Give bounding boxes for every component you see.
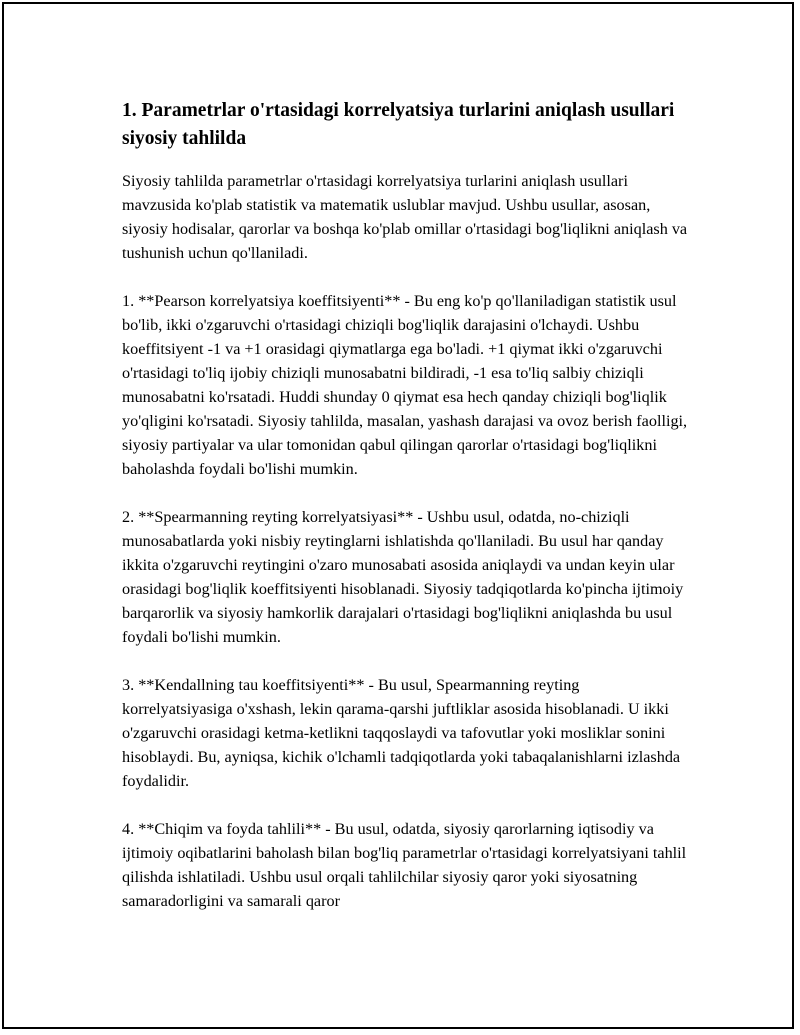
intro-paragraph: Siyosiy tahlilda parametrlar o'rtasidagi korrelyatsiya turlarini aniqlash usullari mavzusida ko'plab statistik va matematik uslublar mavjud. Ushbu usullar, asosan, siyosiy hodisalar, qarorlar va boshqa ko'plab omillar o'rtasidagi bog'liqlikni aniqlash va tushunish uchun qo'llaniladi.	[122, 172, 688, 262]
pearson-paragraph: 1. **Pearson korrelyatsiya koeffitsiyenti** - Bu eng ko'p qo'llaniladigan statistik usul bo'lib, ikki o'zgaruvchi o'rtasidagi chiziqli bog'liqlik darajasini o'lchaydi. Ushbu koeffitsiyent -1 va +1 orasidagi qiymatlarga ega bo'ladi. +1 qiymat ikki o'zgaruvchi o'rtasidagi to'liq ijobiy chiziqli munosabatni bildiradi, -1 esa to'liq salbiy chiziqli munosabatni ko'rsatadi. Huddi shunday 0 qiymat esa hech qanday chiziqli bog'liqlik yo'qligini ko'rsatadi. Siyosiy tahlilda, masalan, yashash darajasi va ovoz berish faolligi, siyosiy partiyalar va ular tomonidan qabul qilingan qarorlar o'rtasidagi bog'liqlikni baholashda foydali bo'lishi mumkin.	[122, 292, 688, 478]
document-content	[122, 97, 690, 937]
kendall-paragraph: 3. **Kendallning tau koeffitsiyenti** - Bu usul, Spearmanning reyting korrelyatsiyasiga o'xshash, lekin qarama-qarshi juftliklar asosida hisoblanadi. U ikki o'zgaruvchi orasidagi ketma-ketlikni taqqoslaydi va tafovutlar yoki mosliklar sonini hisoblaydi. Bu, ayniqsa, kichik o'lchamli tadqiqotlarda yoki tabaqalanishlarni izlashda foydalidir.	[122, 676, 681, 790]
cost-benefit-paragraph: 4. **Chiqim va foyda tahlili** - Bu usul, odatda, siyosiy qarorlarning iqtisodiy va ijtimoiy oqibatlarini baholash bilan bog'liq parametrlar o'rtasidagi korrelyatsiyani tahlil qilishda ishlatiladi. Ushbu usul orqali tahlilchilar siyosiy qaror yoki siyosatning samaradorligini va samarali qaror	[122, 820, 687, 910]
spearman-paragraph: 2. **Spearmanning reyting korrelyatsiyasi** - Ushbu usul, odatda, no-chiziqli munosabatlarda yoki nisbiy reytinglarni ishlatishda qo'llaniladi. Bu usul har qanday ikkita o'zgaruvchi reytingini o'zaro munosabati asosida aniqlaydi va undan keyin ular orasidagi bog'liqlik koeffitsiyenti hisoblanadi. Siyosiy tadqiqotlarda ko'pincha ijtimoiy barqarorlik va siyosiy hamkorlik darajalari o'rtasidagi bog'liqlikni aniqlashda bu usul foydali bo'lishi mumkin.	[122, 508, 684, 646]
document-title: 1. Parametrlar o'rtasidagi korrelyatsiya turlarini aniqlash usullari siyosiy tahlilda	[122, 100, 675, 149]
document-page	[2, 2, 794, 1029]
